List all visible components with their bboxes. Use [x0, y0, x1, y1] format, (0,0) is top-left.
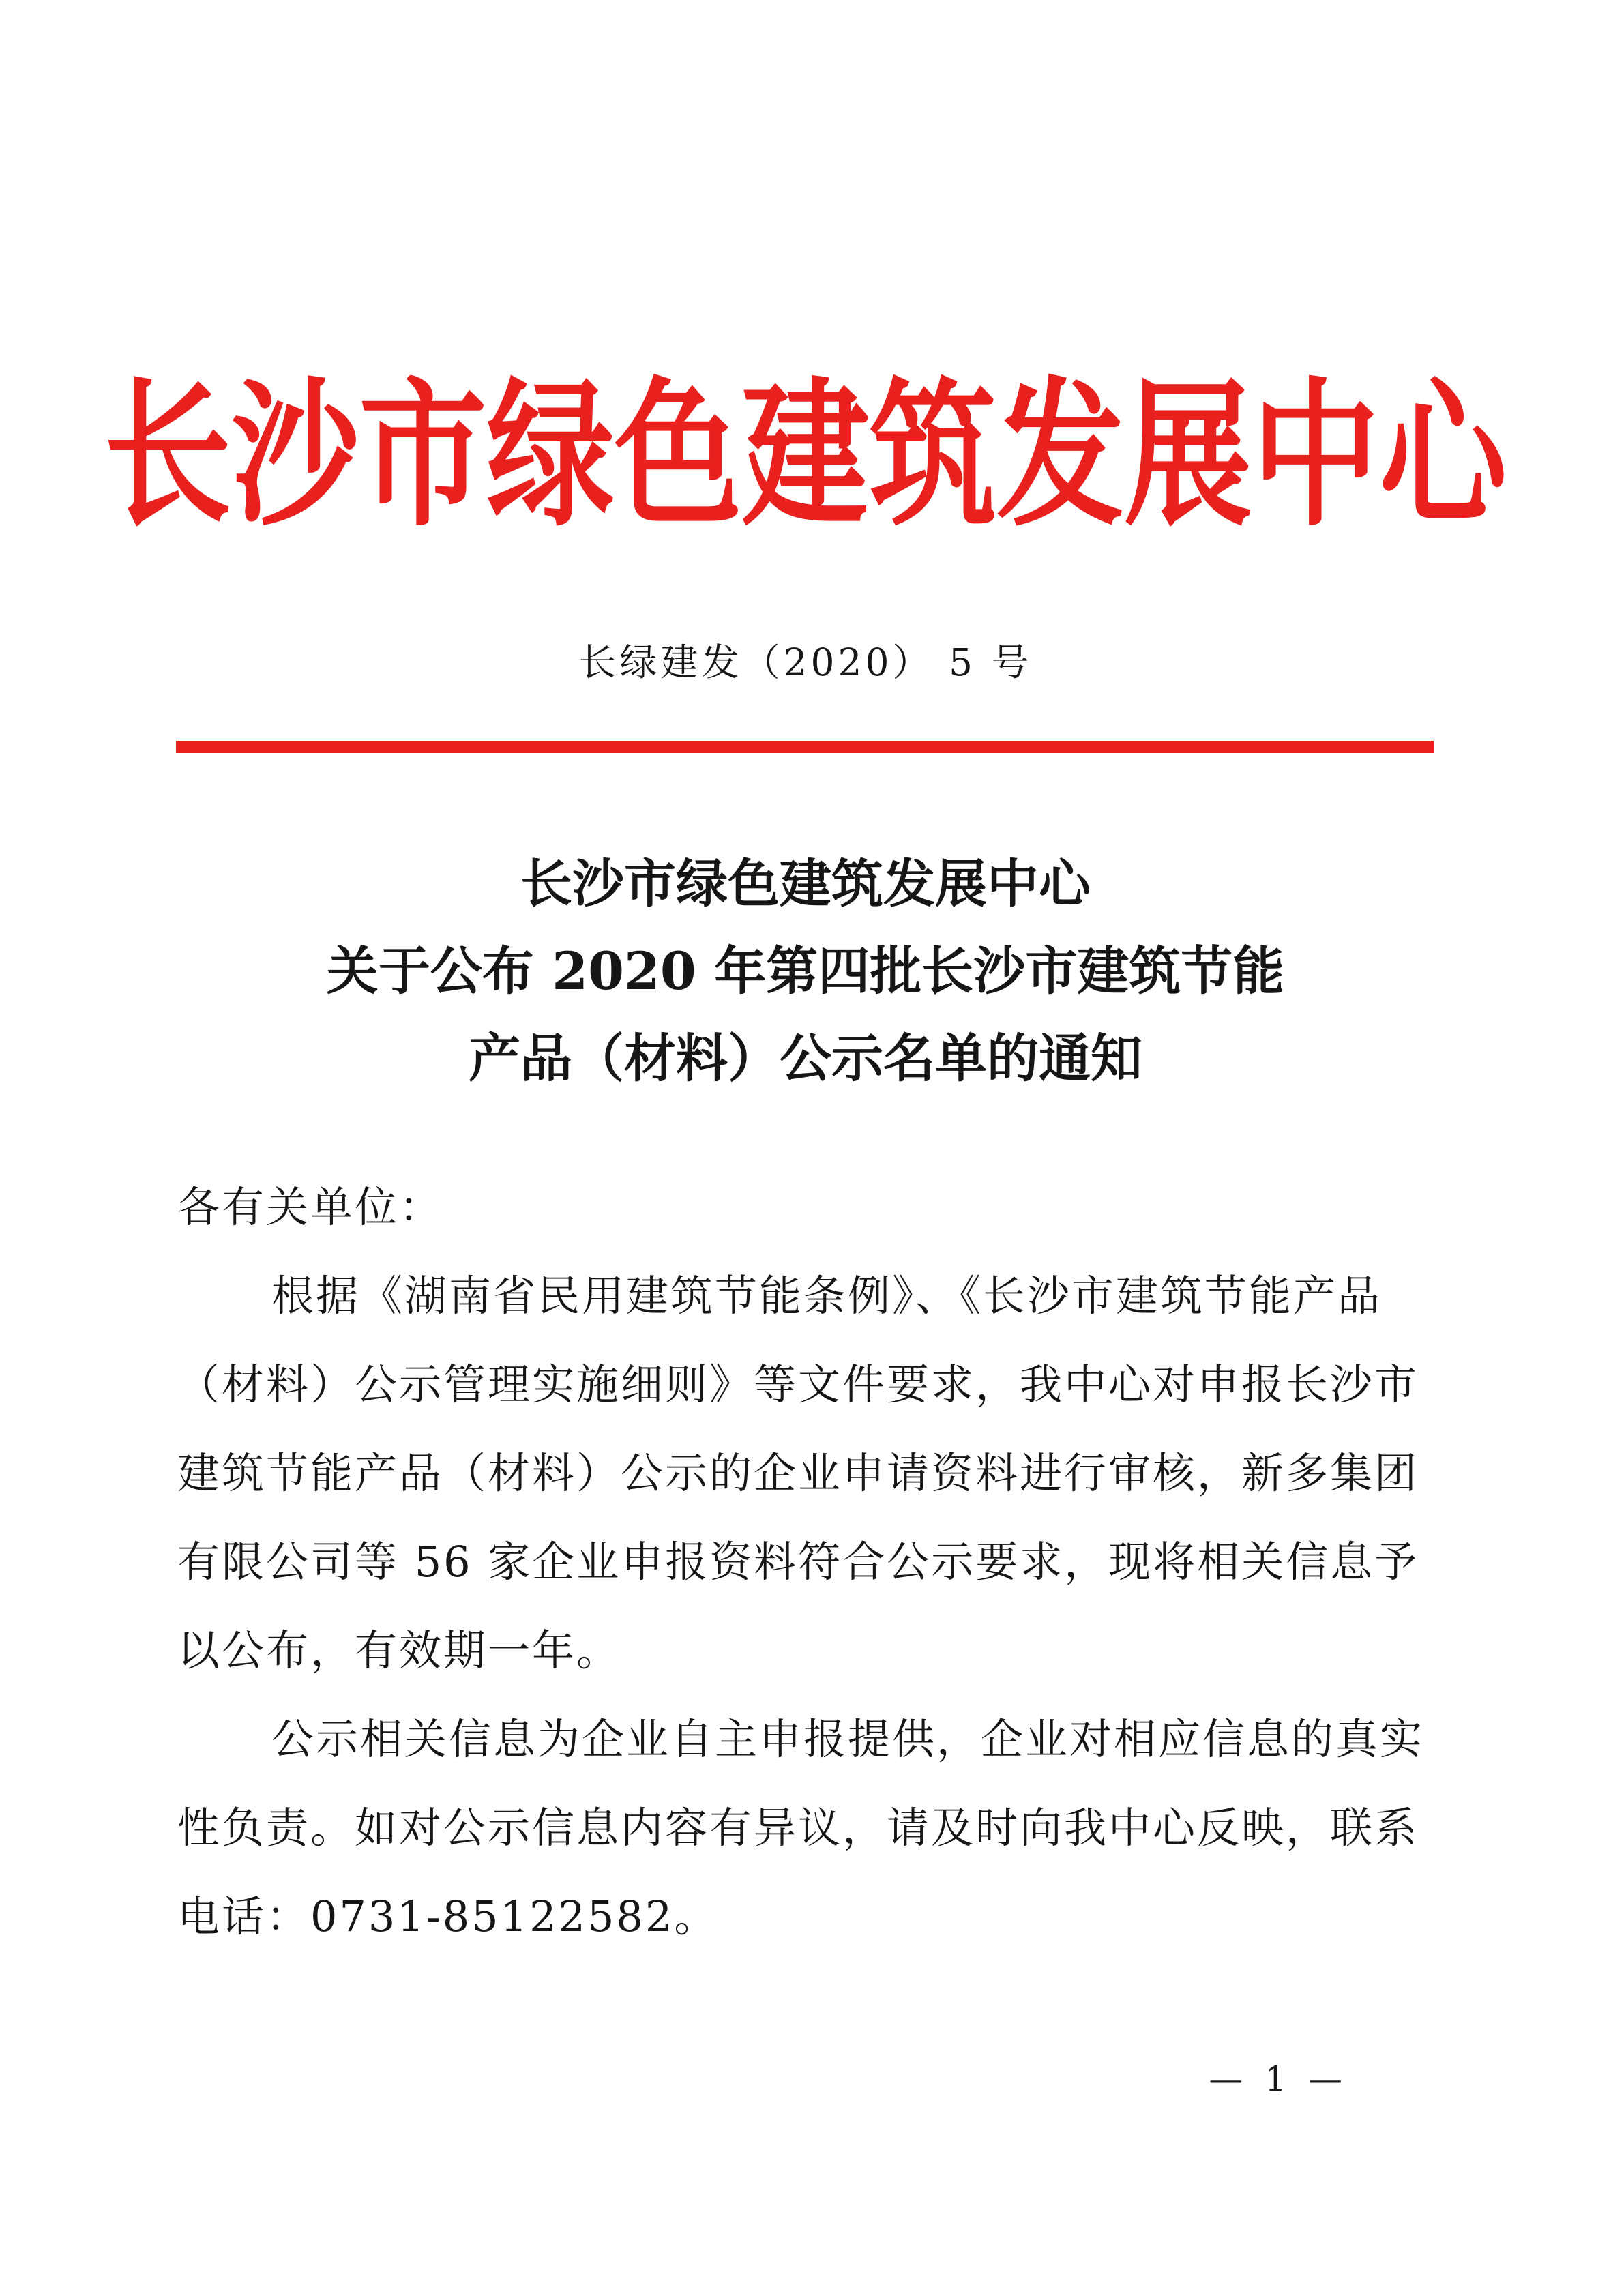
body-line: 公示相关信息为企业自主申报提供，企业对相应信息的真实 — [271, 1714, 1425, 1764]
doc-number: 长绿建发（2020） 5 号 — [578, 641, 1033, 684]
doc-title-line-3: 产品（材料）公示名单的通知 — [469, 1028, 1142, 1089]
body-text — [177, 1163, 1440, 1961]
page-number: — 1 — — [1209, 2059, 1348, 2099]
body-line: 性负责。如对公示信息内容有异议，请及时向我中心反映，联系 — [177, 1803, 1419, 1853]
body-line: 以公布，有效期一年。 — [177, 1625, 621, 1675]
doc-title-line-1: 长沙市绿色建筑发展中心 — [520, 853, 1091, 914]
body-line: 建筑节能产品（材料）公示的企业申请资料进行审核，新多集团 — [177, 1448, 1419, 1498]
body-line: 有限公司等 56 家企业申报资料符合公示要求，现将相关信息予 — [177, 1537, 1419, 1587]
doc-title — [0, 840, 1611, 1102]
doc-title-line-2: 关于公布 2020 年第四批长沙市建筑节能 — [326, 941, 1285, 1001]
body-line: 各有关单位： — [177, 1182, 444, 1232]
body-line: 根据《湖南省民用建筑节能条例》、《长沙市建筑节能产品 — [271, 1271, 1383, 1321]
body-line: 电话：0731-85122582。 — [177, 1892, 719, 1941]
red-divider-line — [176, 741, 1434, 753]
body-line: （材料）公示管理实施细则》等文件要求，我中心对申报长沙市 — [177, 1359, 1419, 1409]
org-title: 长沙市绿色建筑发展中心 — [104, 362, 1507, 548]
